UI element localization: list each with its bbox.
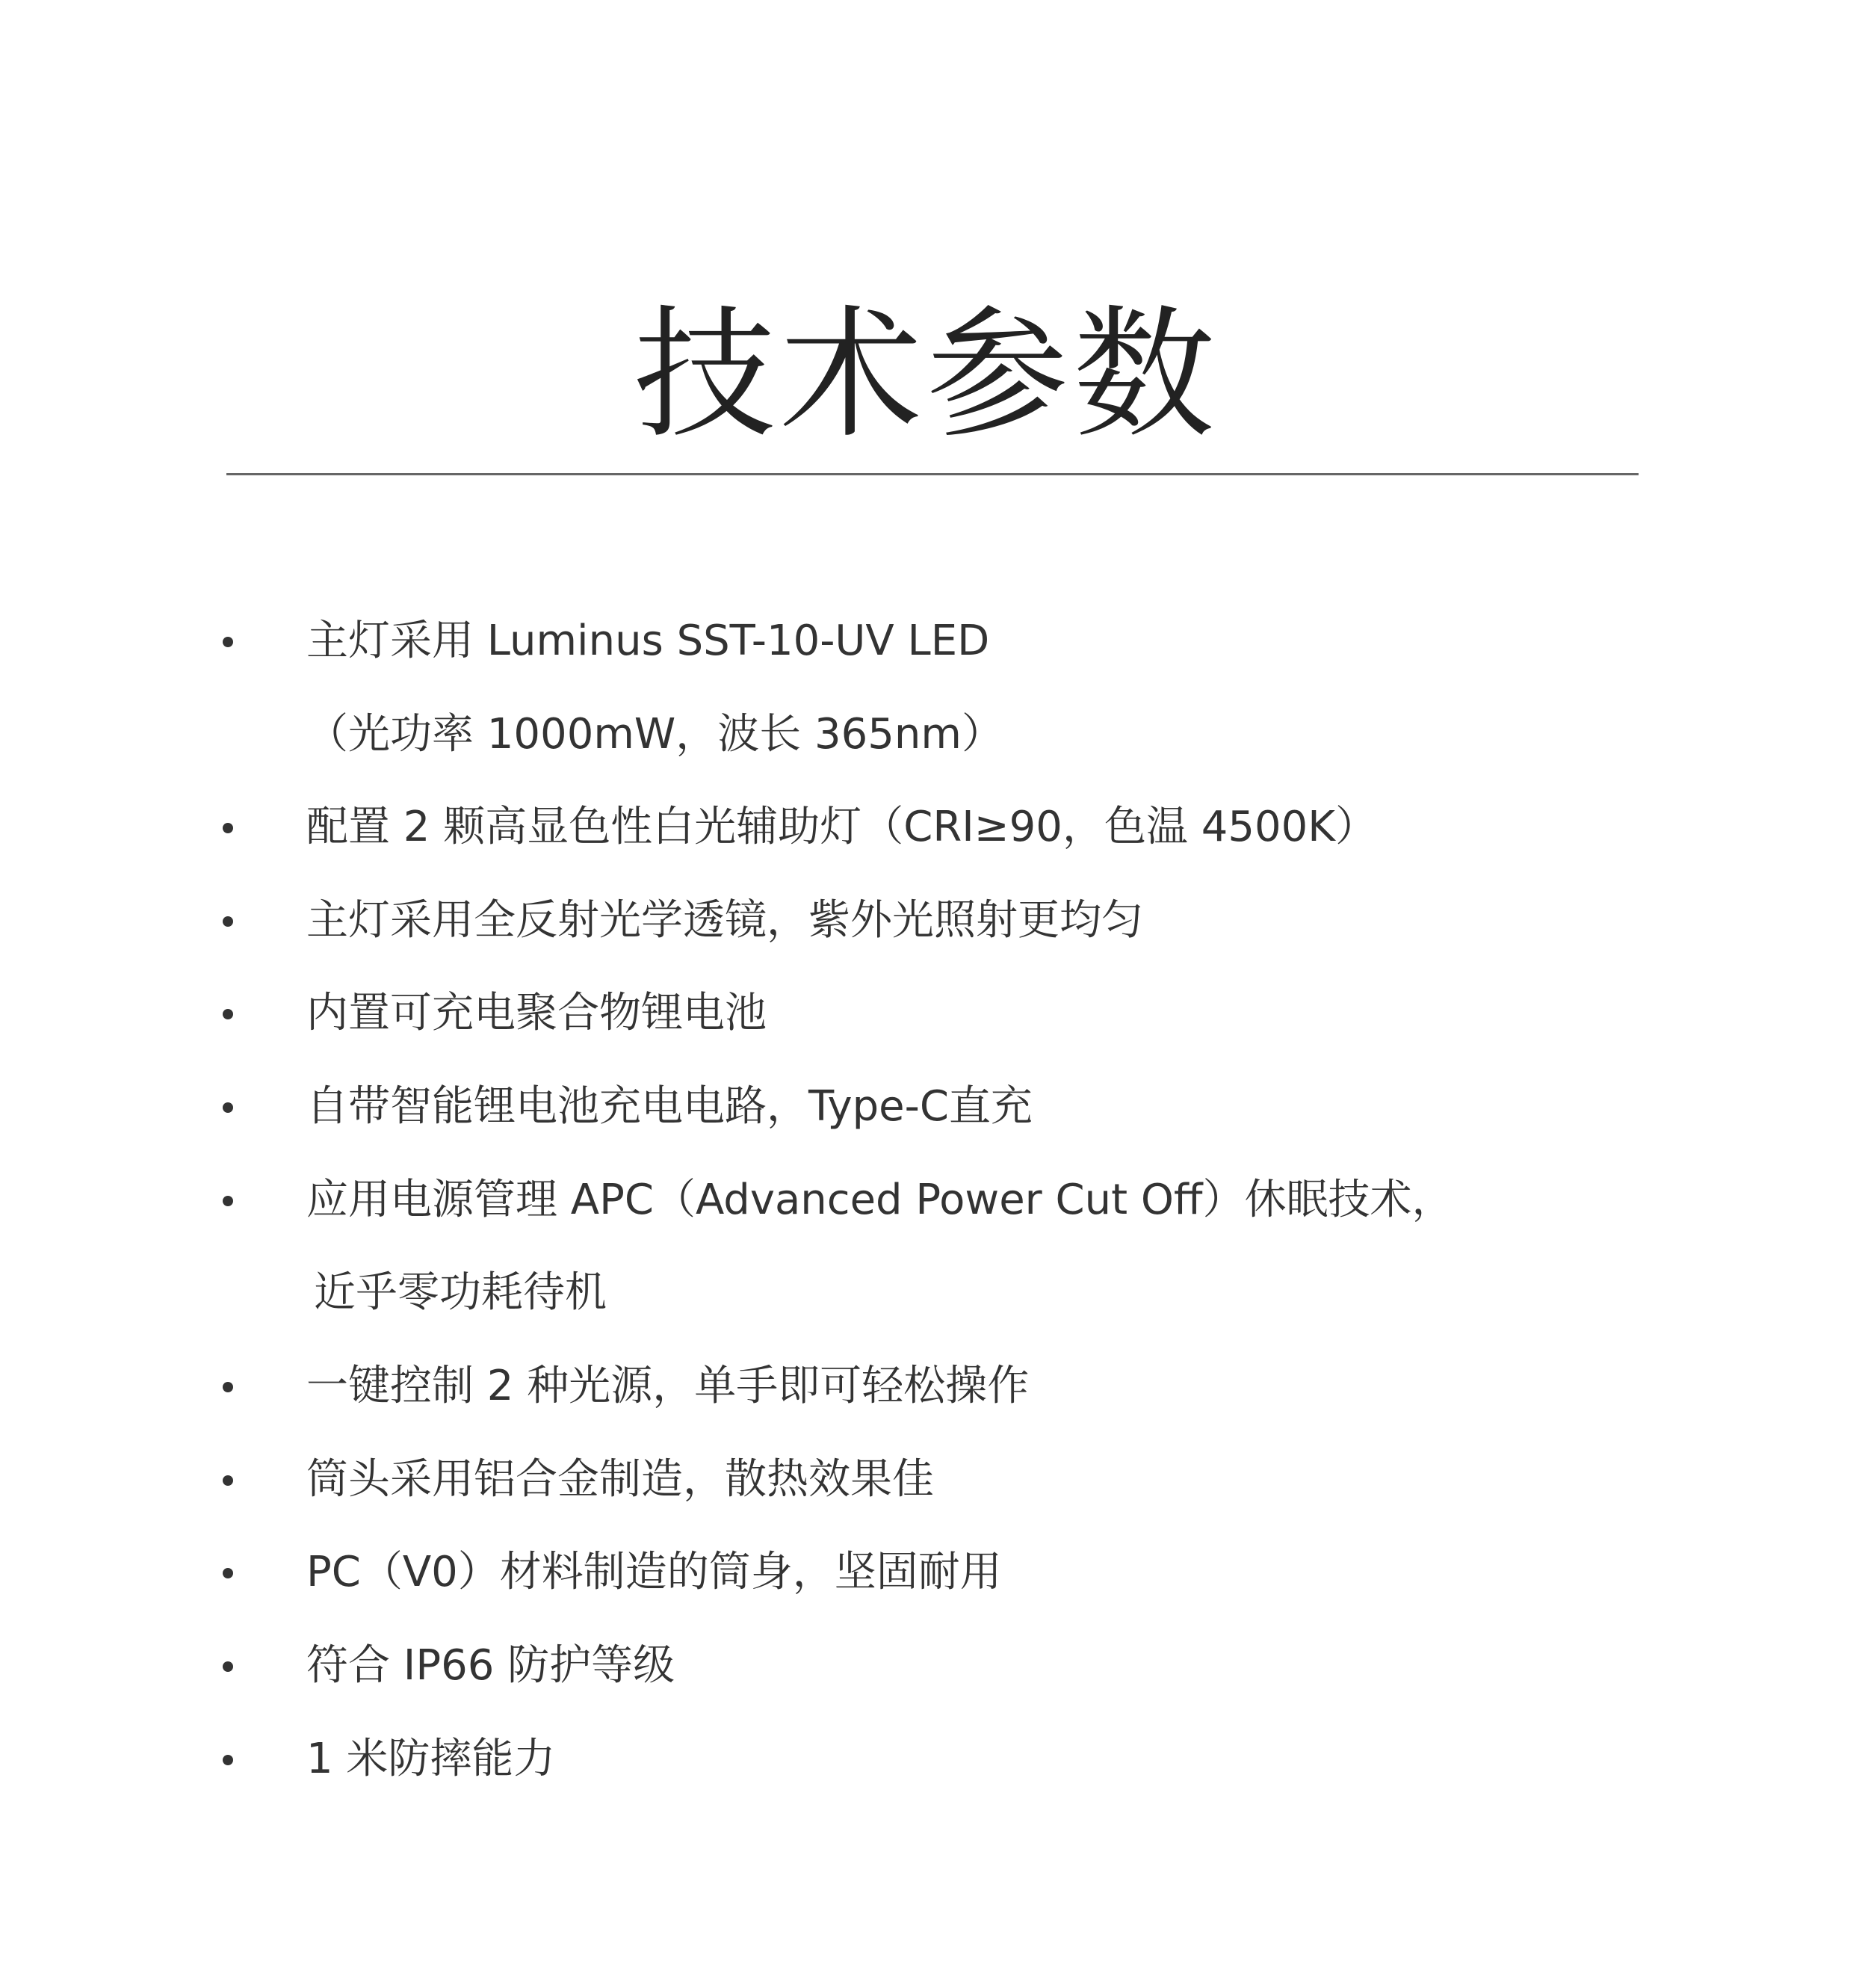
- spec-text: 内置可充电聚合物锂电池: [306, 989, 767, 1037]
- spec-item: [0, 966, 1853, 1060]
- spec-item: [0, 1525, 1853, 1619]
- spec-text: 符合 IP66 防护等级: [306, 1641, 675, 1690]
- bullet-dot-icon: [223, 1102, 233, 1113]
- bullet-dot-icon: [223, 1475, 233, 1486]
- bullet-dot-icon: [223, 1009, 233, 1019]
- spec-item: [0, 1339, 1853, 1433]
- spec-text: 配置 2 颗高显色性白光辅助灯（CRI≥90，色温 4500K）: [306, 803, 1377, 851]
- spec-text-continued: 近乎零功耗待机: [314, 1268, 607, 1317]
- spec-item-continuation: [0, 688, 1853, 781]
- spec-item: [0, 780, 1853, 874]
- bullet-dot-icon: [223, 916, 233, 927]
- bullet-dot-icon: [223, 1568, 233, 1578]
- spec-item: [0, 1712, 1853, 1806]
- spec-item: [0, 1433, 1853, 1526]
- spec-item: [0, 1060, 1853, 1153]
- spec-text: 一键控制 2 种光源，单手即可轻松操作: [306, 1362, 1030, 1410]
- spec-text: 自带智能锂电池充电电路，Type-C直充: [306, 1082, 1033, 1131]
- spec-text: PC（V0）材料制造的筒身，坚固耐用: [306, 1548, 1002, 1596]
- spec-item: [0, 594, 1853, 688]
- spec-text: 主灯采用 Luminus SST-10-UV LED: [306, 617, 990, 665]
- bullet-dot-icon: [223, 1382, 233, 1392]
- bullet-dot-icon: [223, 1196, 233, 1206]
- spec-item-continuation: [0, 1246, 1853, 1339]
- spec-item: [0, 874, 1853, 967]
- spec-text: 筒头采用铝合金制造，散热效果佳: [306, 1455, 934, 1504]
- spec-text-continued: （光功率 1000mW，波长 365nm）: [306, 710, 1003, 759]
- spec-text: 1 米防摔能力: [306, 1735, 556, 1783]
- spec-text: 主灯采用全反射光学透镜，紫外光照射更均匀: [306, 896, 1143, 945]
- spec-item: [0, 1619, 1853, 1712]
- page-title: 技术参数: [633, 292, 1219, 458]
- bullet-dot-icon: [223, 1661, 233, 1672]
- bullet-dot-icon: [223, 637, 233, 647]
- spec-item: [0, 1153, 1853, 1247]
- spec-text: 应用电源管理 APC（Advanced Power Cut Off）休眠技术，: [306, 1176, 1454, 1224]
- bullet-dot-icon: [223, 823, 233, 833]
- bullet-dot-icon: [223, 1755, 233, 1765]
